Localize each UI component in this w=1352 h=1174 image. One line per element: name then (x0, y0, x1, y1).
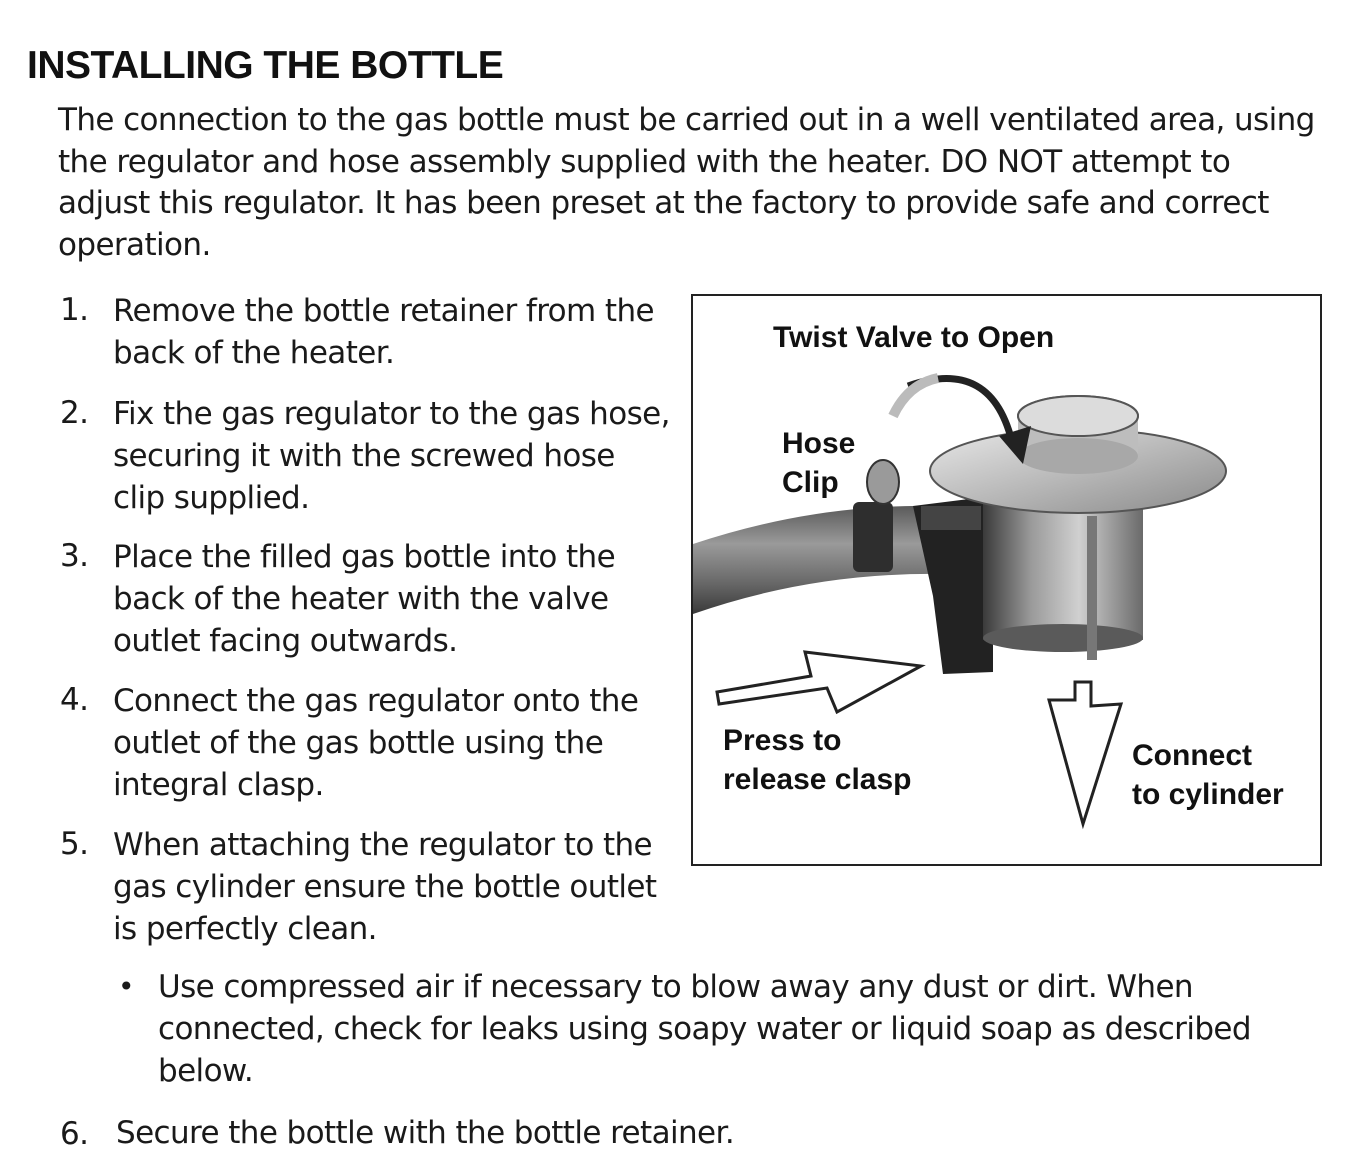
bullet-text: Use compressed air if necessary to blow away any dust or dirt. When connected, check for leaks using soapy water or liquid soap as described below. (158, 969, 1251, 1089)
step-number: 3. (60, 538, 89, 574)
hose-clip-label: Hose Clip (782, 427, 856, 499)
step-text: Remove the bottle retainer from the back of the heater. (113, 293, 654, 371)
step-text: Fix the gas regulator to the gas hose, securing it with the screwed hose clip supplied. (113, 396, 670, 516)
intro-paragraph: The connection to the gas bottle must be carried out in a well ventilated area, using the regulator and hose assembly supplied with the heater. DO NOT attempt to adjust this regulator. It has been preset at the factory to provide safe and correct operation. (58, 102, 1315, 263)
step-number: 2. (60, 395, 89, 431)
bullet-dot: • (118, 970, 135, 1003)
step-number: 4. (60, 682, 89, 718)
press-arrow (717, 652, 921, 712)
press-release-label: Press to release clasp (723, 724, 912, 796)
step-text: Place the filled gas bottle into the back of the heater with the valve outlet facing outwards. (113, 539, 616, 659)
step-text: Secure the bottle with the bottle retainer. (116, 1115, 735, 1151)
step-number: 6. (60, 1116, 89, 1152)
step-text: When attaching the regulator to the gas cylinder ensure the bottle outlet is perfectly clean. (113, 827, 657, 947)
hose-clip (853, 502, 893, 572)
step-number: 1. (60, 292, 89, 328)
step-text: Connect the gas regulator onto the outlet of the gas bottle using the integral clasp. (113, 683, 639, 803)
regulator-figure (691, 294, 1322, 866)
page-title: INSTALLING THE BOTTLE (27, 44, 504, 87)
step-number: 5. (60, 826, 89, 862)
twist-valve-label: Twist Valve to Open (773, 321, 1055, 354)
connect-arrow (1049, 682, 1121, 824)
connect-cylinder-label: Connect to cylinder (1132, 739, 1284, 811)
gas-hose (693, 506, 943, 614)
